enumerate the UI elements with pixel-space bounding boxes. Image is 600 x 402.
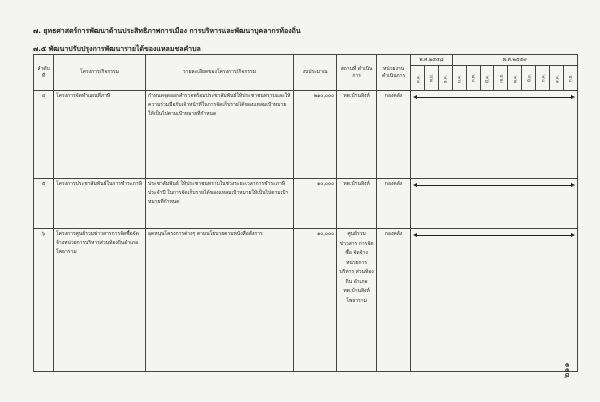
row-budget: ๑๐,๐๐๐ [294,229,337,372]
row-project: โครงการประชาสัมพันธ์ในการชำระภาษี [54,179,146,229]
row-agency: กองคลัง [377,91,411,179]
month-header: พ.ค. [508,66,522,91]
col-header-details: รายละเอียดของโครงการ/กิจกรรม [146,55,294,91]
row-project: โครงการศูนย์รวมข่าวสารการจัดซื้อจัดจ้างหน่วยการบริหารส่วนท้องถิ่นอำเภอโพธาราม [54,229,146,372]
year-header-1: พ.ศ.๒๕๕๘ [411,55,453,66]
month-header: เม.ย. [494,66,508,91]
schedule-cell [411,229,578,372]
month-header: มี.ค. [480,66,494,91]
month-header: ธ.ค. [438,66,452,91]
month-header: ม.ค. [452,66,466,91]
col-header-location: สถานที่ ดำเนินการ [337,55,377,91]
row-details: อุดหนุนโครงการต่างๆ ตามนโยบายตามหนังสือสั่งการ [146,229,294,372]
table-row [34,91,578,179]
schedule-arrow [413,180,575,190]
page-number: ๒๑๑ [562,362,571,378]
row-details: กำหนดจุดออกสำรวจพร้อมประชาสัมพันธ์ให้ประชาชนทราบและให้ความร่วมมือกับเจ้าหน้าที่ในการจัดเก็บรายได้ของแหลมเป้าหมายให้เป็นไปตามเป้าหมายที่กำหนด [146,91,294,179]
row-budget: ๒๑๐,๐๐๐ [294,91,337,179]
year-header-2: พ.ศ.๒๕๕๙ [452,55,577,66]
row-details: ประชาสัมพันธ์ ให้ประชาชนทราบในช่วงระยะเวลาการชำระภาษีประจำปี ในการจัดเก็บรายได้ของแหลมเป้าหมายให้เป็นไปตามเป้าหมายที่กำหนด [146,179,294,229]
schedule-arrow [413,230,575,240]
row-no: ๔ [34,91,54,179]
row-no: ๕ [34,179,54,229]
table-row [34,229,578,372]
col-header-agency: หน่วยงาน ดำเนินการ [377,55,411,91]
header-row [34,55,578,66]
month-header: ก.พ. [466,66,480,91]
row-location: ทต.บ้านสิงห์ [337,91,377,179]
col-header-budget: งบประมาณ [294,55,337,91]
row-agency: กองคลัง [377,229,411,372]
month-header: ต.ค. [411,66,425,91]
schedule-cell [411,91,578,179]
row-location: ทต.บ้านสิงห์ [337,179,377,229]
row-budget: ๑๐,๐๐๐ [294,179,337,229]
table-row [34,179,578,229]
col-header-no: ลำดับ ที่ [34,55,54,91]
project-plan-table [33,54,578,372]
row-project: โครงการจัดทำแผนที่ภาษี [54,91,146,179]
section-subheading: ๗.๕ พัฒนาปรับปรุงการพัฒนารายได้ของแหลมชลคำบล [33,45,201,53]
schedule-arrow [413,92,575,102]
row-agency: กองคลัง [377,179,411,229]
month-header: มิ.ย. [522,66,536,91]
col-header-project: โครงการ/กิจกรรม [54,55,146,91]
arrow-right-icon [571,95,575,99]
row-location: ศูนย์รวม ข่าวสาร การจัดซื้อ จัดจ้าง หน่วยการ บริหาร ส่วนท้องถิ่น อำเภอ ทต.บ้านสิงห์ โพธาราม [337,229,377,372]
schedule-cell [411,179,578,229]
arrow-right-icon [571,183,575,187]
section-heading: ๗. ยุทธศาสตร์การพัฒนาด้านประสิทธิภาพการเมือง การบริหารและพัฒนาบุคลากรท้องถิ่น [33,27,301,35]
month-header: ก.ย. [563,66,577,91]
month-header: พ.ย. [424,66,438,91]
row-no: ๖ [34,229,54,372]
month-header: ก.ค. [536,66,550,91]
month-header: ส.ค. [550,66,564,91]
arrow-right-icon [571,233,575,237]
